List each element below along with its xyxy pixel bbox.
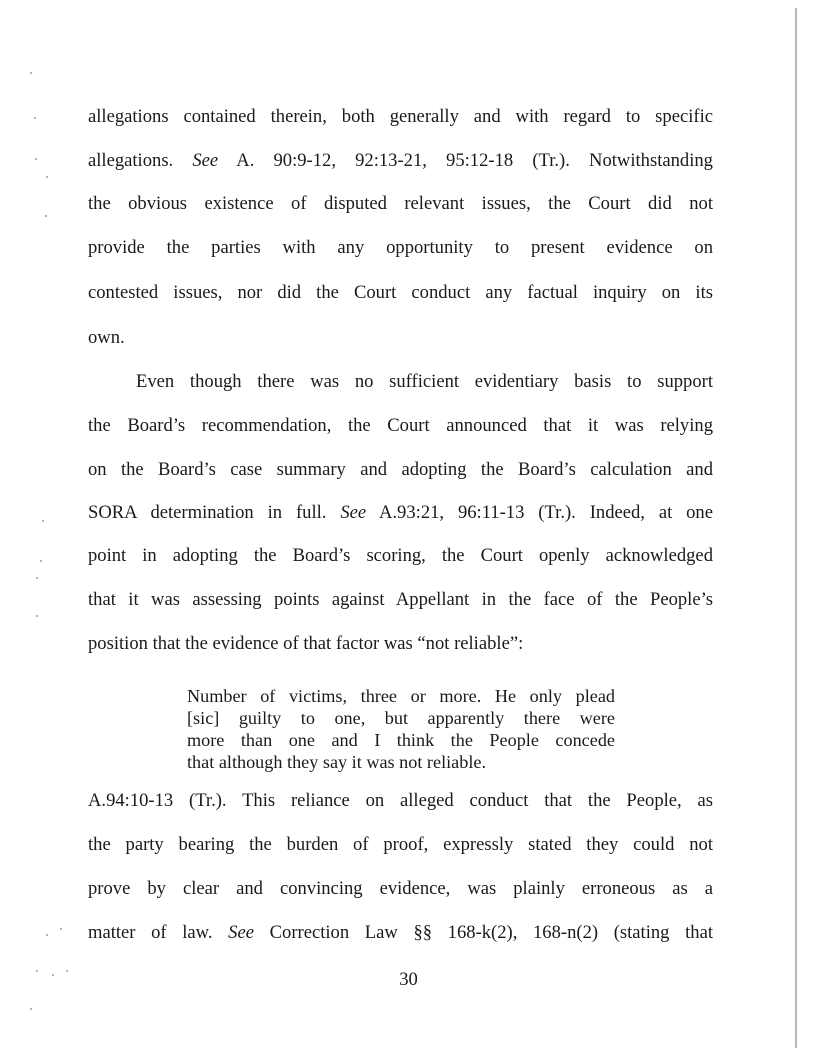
body-text-line [88,545,713,567]
text-run: provide the parties with any opportunity to present evidence on [88,237,713,258]
scan-speck [42,520,44,522]
block-quote-line: Number of victims, three or more. He only plead [187,686,615,706]
body-text-line [88,790,713,812]
text-run: position that the evidence of that factor was “not reliable”: [88,633,524,654]
text-run: contested issues, nor did the Court conduct any factual inquiry on its [88,282,713,303]
signal-word: See [192,150,219,171]
text-run: point in adopting the Board’s scoring, the Court openly acknowledged [88,545,713,566]
text-run: A.93:21, 96:11-13 (Tr.). Indeed, at one [366,502,713,523]
text-run: the obvious existence of disputed relevant issues, the Court did not [88,193,713,214]
block-quote-line: [sic] guilty to one, but apparently there were [187,708,615,728]
body-text-line [88,459,713,481]
scan-speck [30,72,32,74]
block-quote-line: that although they say it was not reliable. [187,752,487,772]
body-text-line [88,106,713,128]
text-run: prove by clear and convincing evidence, was plainly erroneous as a [88,878,713,899]
scan-speck [36,577,38,579]
scan-speck [60,928,62,930]
scan-speck [46,934,48,936]
scan-speck [35,158,37,160]
body-text-line [88,502,713,524]
body-text-line [88,282,713,304]
body-text-line [88,327,713,349]
body-text-line [88,589,713,611]
body-text-line [88,633,713,655]
body-text-line [88,193,713,215]
text-run: the Board’s recommendation, the Court announced that it was relying [88,415,713,436]
scan-speck [46,176,48,178]
scan-speck [40,560,42,562]
body-text-line [136,371,713,393]
text-run: Correction Law §§ 168-k(2), 168-n(2) (stating that [253,922,713,943]
body-text-line [88,237,713,259]
body-text-line [88,150,713,172]
text-run: SORA determination in full. [88,502,341,523]
scan-page-edge [795,8,797,1048]
scan-speck [45,215,47,217]
text-run: allegations. [88,150,193,171]
body-text-line [88,415,713,437]
page-number: 30 [399,969,418,990]
text-run: that it was assessing points against Appellant in the face of the People’s [88,589,713,610]
scan-speck [36,615,38,617]
body-text-line [88,834,713,856]
text-run: A.94:10-13 (Tr.). This reliance on alleged conduct that the People, as [88,790,713,811]
scan-speck [34,117,36,119]
text-run: own. [88,327,125,348]
block-quote-line: more than one and I think the People concede [187,730,615,750]
text-run: the party bearing the burden of proof, expressly stated they could not [88,834,713,855]
text-run: matter of law. [88,922,229,943]
body-text-line [88,878,713,900]
text-run: A. 90:9-12, 92:13-21, 95:12-18 (Tr.). Notwithstanding [218,150,713,171]
body-text-line [88,922,713,944]
signal-word: See [228,922,254,943]
text-run: on the Board’s case summary and adopting the Board’s calculation and [88,459,713,480]
text-run: allegations contained therein, both generally and with regard to specific [88,106,713,127]
text-run: Even though there was no sufficient evidentiary basis to support [136,371,713,392]
scan-speck [30,1008,32,1010]
signal-word: See [340,502,367,523]
